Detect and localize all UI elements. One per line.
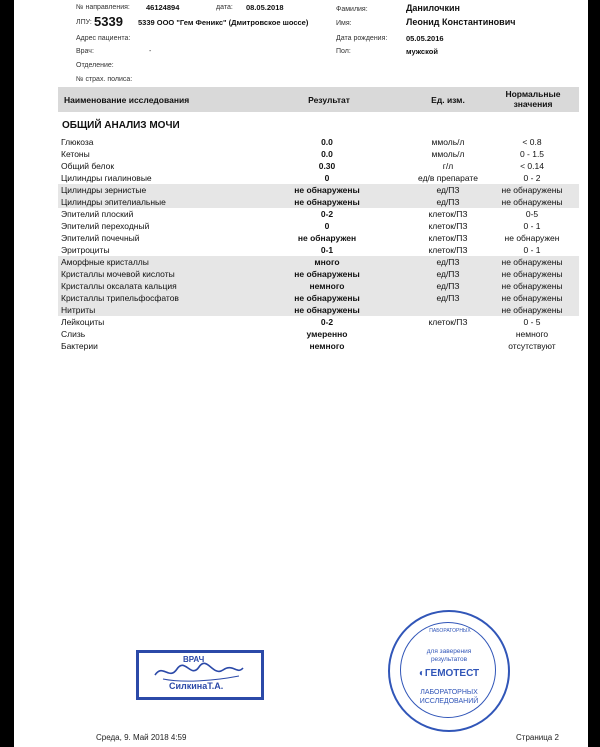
row-result: 0.0 — [321, 137, 333, 147]
footer-datetime: Среда, 9. Май 2018 4:59 — [96, 733, 187, 742]
row-unit: клеток/ПЗ — [428, 221, 468, 231]
row-name: Нитриты — [61, 305, 96, 315]
row-norm: не обнаружены — [501, 281, 563, 291]
col-norm-header — [490, 89, 576, 109]
row-name: Цилиндры зернистые — [61, 185, 147, 195]
referral-label: № направления: — [76, 4, 130, 11]
row-unit: ед/ПЗ — [436, 269, 460, 279]
row-result: не обнаружены — [294, 305, 360, 315]
table-row — [58, 328, 579, 340]
row-result: 0 — [324, 173, 330, 183]
row-name: Слизь — [61, 329, 86, 339]
address-label: Адрес пациента: — [76, 35, 131, 42]
col-name-header: Наименование исследования — [64, 95, 190, 105]
department-label: Отделение: — [76, 62, 114, 69]
col-result-header: Результат — [308, 95, 350, 105]
row-norm: не обнаружены — [501, 305, 563, 315]
row-name: Цилиндры эпителиальные — [61, 197, 166, 207]
surname-value: Данилочкин — [406, 3, 460, 13]
row-norm: 0-5 — [525, 209, 539, 219]
row-name: Эпителий переходный — [61, 221, 150, 231]
lab-stamp-lines — [404, 688, 494, 706]
row-norm: 0 - 1.5 — [519, 149, 545, 159]
lab-stamp-line1: ЛАБОРАТОРНЫХ — [420, 689, 478, 696]
row-unit: клеток/ПЗ — [428, 209, 468, 219]
row-name: Кетоны — [61, 149, 90, 159]
row-result: умеренно — [306, 329, 348, 339]
date-value: 08.05.2018 — [246, 3, 284, 12]
table-row — [58, 160, 579, 172]
row-result: 0.0 — [321, 149, 333, 159]
row-norm: не обнаружены — [501, 257, 563, 267]
col-unit-header: Ед. изм. — [431, 95, 465, 105]
firstname-label: Имя: — [336, 20, 352, 27]
col-norm-header-line2: значения — [513, 99, 553, 109]
row-norm: 0 - 2 — [523, 173, 541, 183]
table-row — [58, 244, 579, 256]
table-row — [58, 220, 579, 232]
lab-logo-icon: ◐ — [418, 668, 425, 679]
doctor-value: - — [149, 48, 152, 55]
row-result: 0-2 — [320, 317, 334, 327]
row-name: Лейкоциты — [61, 317, 105, 327]
surname-label: Фамилия: — [336, 6, 368, 13]
signature-icon — [153, 661, 245, 683]
row-result: 0-2 — [320, 209, 334, 219]
row-norm: немного — [515, 329, 549, 339]
row-result: не обнаружены — [294, 293, 360, 303]
row-unit: ед/ПЗ — [436, 197, 460, 207]
row-name: Эпителий почечный — [61, 233, 140, 243]
row-result: немного — [309, 341, 345, 351]
table-row — [58, 292, 579, 304]
policy-label: № страх. полиса: — [76, 76, 133, 83]
row-unit: ед/ПЗ — [436, 281, 460, 291]
row-result: 0.30 — [318, 161, 336, 171]
row-unit: клеток/ПЗ — [428, 245, 468, 255]
sex-value: мужской — [406, 47, 438, 56]
birthdate-label: Дата рождения: — [336, 35, 388, 42]
row-norm: 0 - 1 — [523, 245, 541, 255]
row-result: немного — [309, 281, 345, 291]
report-sheet — [14, 0, 588, 747]
birthdate-value: 05.05.2016 — [406, 34, 444, 43]
row-unit: ммоль/л — [431, 149, 465, 159]
doctor-stamp-title: ВРАЧ — [183, 655, 205, 664]
row-norm: 0 - 1 — [523, 221, 541, 231]
row-unit: ед/в препарате — [418, 173, 478, 183]
row-norm: не обнаружены — [501, 269, 563, 279]
row-unit: ед/ПЗ — [436, 257, 460, 267]
row-name: Кристаллы оксалата кальция — [61, 281, 177, 291]
table-row — [58, 136, 579, 148]
doctor-stamp-name: СилкинаТ.А. — [169, 681, 224, 691]
row-unit: клеток/ПЗ — [428, 317, 468, 327]
section-title: ОБЩИЙ АНАЛИЗ МОЧИ — [62, 120, 180, 131]
row-name: Аморфные кристаллы — [61, 257, 149, 267]
doctor-label: Врач: — [76, 48, 94, 55]
row-name: Кристаллы мочевой кислоты — [61, 269, 175, 279]
lab-stamp-line2: ИССЛЕДОВАНИЙ — [419, 698, 479, 705]
table-row — [58, 280, 579, 292]
row-unit: ммоль/л — [431, 137, 465, 147]
lab-stamp-ring-text: ПАБОРАТОРНЫХ — [429, 628, 471, 634]
table-row — [58, 184, 579, 196]
row-name: Цилиндры гиалиновые — [61, 173, 152, 183]
row-name: Бактерии — [61, 341, 98, 351]
row-result: не обнаружен — [297, 233, 357, 243]
table-row — [58, 208, 579, 220]
table-row — [58, 340, 579, 352]
row-name: Кристаллы трипельфосфатов — [61, 293, 179, 303]
row-norm: < 0.8 — [522, 137, 542, 147]
lpu-number: 5339 — [94, 14, 123, 29]
row-result: не обнаружены — [294, 185, 360, 195]
row-unit: ед/ПЗ — [436, 293, 460, 303]
row-result: много — [314, 257, 340, 267]
date-label: дата: — [216, 4, 233, 11]
table-row — [58, 232, 579, 244]
lab-stamp-brand — [404, 668, 494, 679]
referral-value: 46124894 — [146, 3, 180, 12]
col-norm-header-line1: Нормальные — [505, 89, 561, 99]
row-name: Глюкоза — [61, 137, 94, 147]
table-row — [58, 196, 579, 208]
table-row — [58, 172, 579, 184]
row-result: не обнаружены — [294, 269, 360, 279]
lab-stamp — [388, 610, 510, 732]
row-norm: не обнаружены — [501, 293, 563, 303]
firstname-value: Леонид Константинович — [406, 17, 516, 27]
doctor-stamp — [136, 650, 264, 700]
table-row — [58, 316, 579, 328]
table-row — [58, 148, 579, 160]
row-name: Общий белок — [61, 161, 115, 171]
row-result: не обнаружены — [294, 197, 360, 207]
table-row — [58, 268, 579, 280]
row-norm: не обнаружен — [504, 233, 560, 243]
sex-label: Пол: — [336, 48, 351, 55]
row-unit: г/л — [442, 161, 454, 171]
row-unit: ед/ПЗ — [436, 185, 460, 195]
row-norm: не обнаружены — [501, 185, 563, 195]
row-norm: 0 - 5 — [523, 317, 541, 327]
table-header — [58, 87, 579, 112]
row-norm: отсутствуют — [508, 341, 556, 351]
row-norm: < 0.14 — [520, 161, 544, 171]
lpu-label: ЛПУ: — [76, 19, 92, 26]
row-result: 0 — [324, 221, 330, 231]
lab-stamp-top-text: для заверения результатов — [426, 648, 472, 663]
row-norm: не обнаружены — [501, 197, 563, 207]
lab-stamp-brand-text: ГЕМОТЕСТ — [424, 668, 480, 679]
row-unit: клеток/ПЗ — [428, 233, 468, 243]
row-result: 0-1 — [320, 245, 334, 255]
row-name: Эпителий плоский — [61, 209, 134, 219]
table-row — [58, 256, 579, 268]
lpu-name: 5339 ООО "Гем Феникс" (Дмитровское шоссе) — [138, 18, 309, 27]
footer-page: Страница 2 — [516, 733, 559, 742]
table-row — [58, 304, 579, 316]
row-name: Эритроциты — [61, 245, 110, 255]
